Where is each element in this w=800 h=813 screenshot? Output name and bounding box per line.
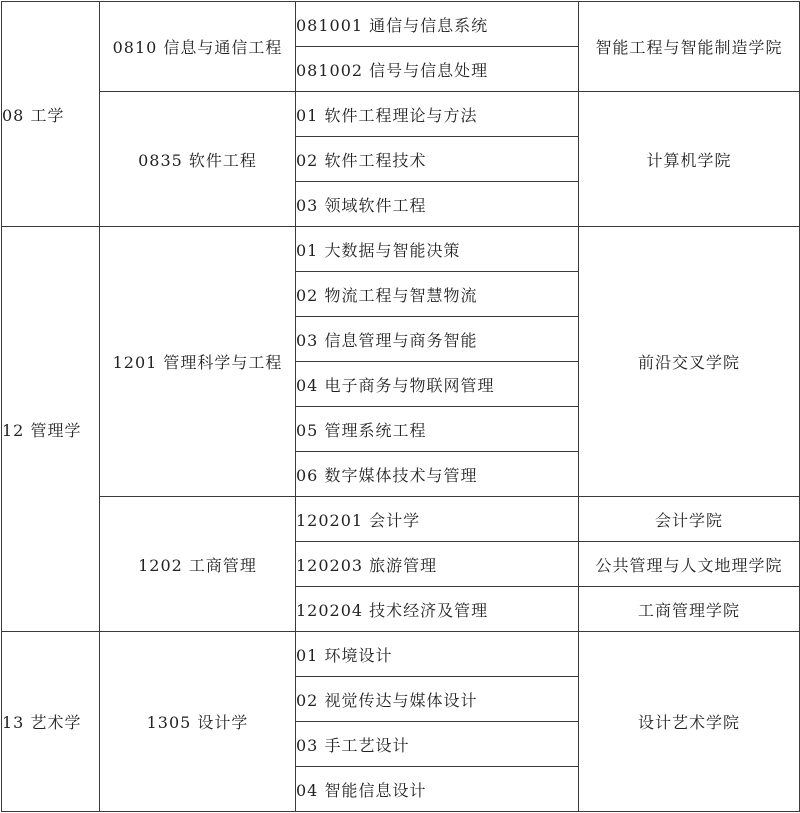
college-cell: 设计艺术学院 <box>579 632 800 812</box>
direction-cell: 02 视觉传达与媒体设计 <box>296 677 579 722</box>
program-cell: 0835 软件工程 <box>100 92 296 227</box>
discipline-cell: 13 艺术学 <box>2 632 100 812</box>
direction-cell: 04 智能信息设计 <box>296 767 579 812</box>
programs-table <box>1 1 800 812</box>
discipline-cell: 12 管理学 <box>2 227 100 632</box>
direction-cell: 03 手工艺设计 <box>296 722 579 767</box>
program-cell: 0810 信息与通信工程 <box>100 2 296 92</box>
program-cell: 1202 工商管理 <box>100 497 296 632</box>
direction-cell: 02 物流工程与智慧物流 <box>296 272 579 317</box>
direction-cell: 01 大数据与智能决策 <box>296 227 579 272</box>
direction-cell: 01 环境设计 <box>296 632 579 677</box>
college-cell: 会计学院 <box>579 497 800 542</box>
direction-cell: 01 软件工程理论与方法 <box>296 92 579 137</box>
table-row <box>2 497 800 542</box>
direction-cell: 120203 旅游管理 <box>296 542 579 587</box>
college-cell: 智能工程与智能制造学院 <box>579 2 800 92</box>
direction-cell: 120204 技术经济及管理 <box>296 587 579 632</box>
direction-cell: 02 软件工程技术 <box>296 137 579 182</box>
direction-cell: 03 信息管理与商务智能 <box>296 317 579 362</box>
direction-cell: 120201 会计学 <box>296 497 579 542</box>
college-cell: 前沿交叉学院 <box>579 227 800 497</box>
table-row <box>2 227 800 272</box>
direction-cell: 081001 通信与信息系统 <box>296 2 579 47</box>
discipline-cell: 08 工学 <box>2 2 100 227</box>
direction-cell: 03 领域软件工程 <box>296 182 579 227</box>
program-cell: 1305 设计学 <box>100 632 296 812</box>
direction-cell: 081002 信号与信息处理 <box>296 47 579 92</box>
college-cell: 工商管理学院 <box>579 587 800 632</box>
college-cell: 公共管理与人文地理学院 <box>579 542 800 587</box>
table-row <box>2 92 800 137</box>
program-cell: 1201 管理科学与工程 <box>100 227 296 497</box>
table-row <box>2 2 800 47</box>
direction-cell: 06 数字媒体技术与管理 <box>296 452 579 497</box>
table-row <box>2 632 800 677</box>
direction-cell: 04 电子商务与物联网管理 <box>296 362 579 407</box>
direction-cell: 05 管理系统工程 <box>296 407 579 452</box>
college-cell: 计算机学院 <box>579 92 800 227</box>
